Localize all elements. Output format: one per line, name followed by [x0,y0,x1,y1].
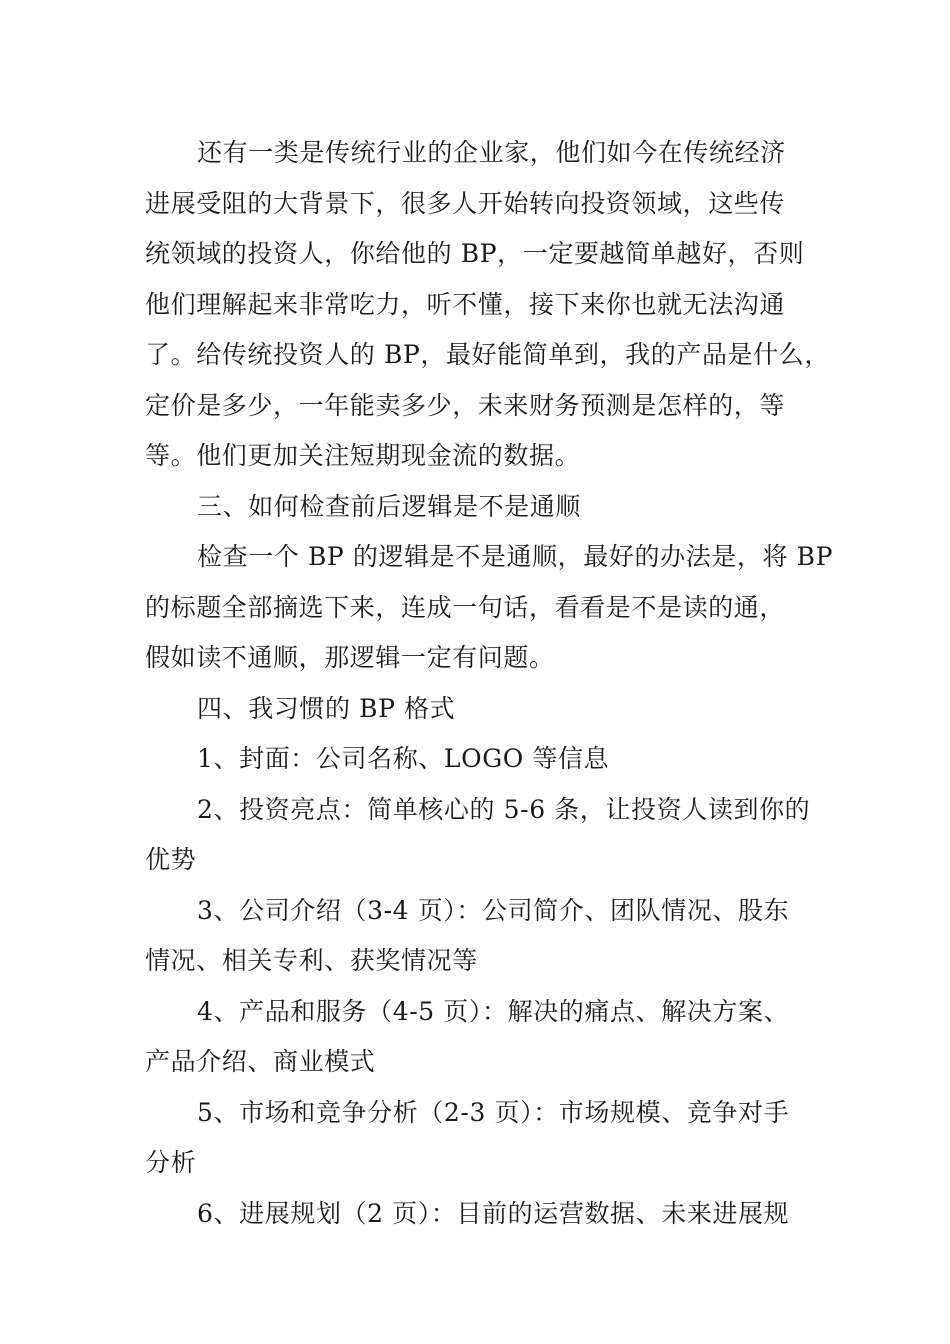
section-heading: 四、我习惯的 BP 格式 [197,693,456,723]
paragraph-line: 检查一个 BP 的逻辑是不是通顺，最好的办法是，将 BP [197,542,834,571]
list-item-continuation: 产品介绍、商业模式 [145,1047,376,1076]
section-heading: 三、如何检查前后逻辑是不是通顺 [197,491,582,521]
paragraph-line: 定价是多少，一年能卖多少，未来财务预测是怎样的，等 [145,390,786,420]
list-item: 5、市场和竞争分析（2-3 页）：市场规模、竞争对手 [197,1097,790,1127]
list-item: 1、封面：公司名称、LOGO 等信息 [197,744,610,773]
paragraph-line: 等。他们更加关注短期现金流的数据。 [145,441,581,470]
paragraph-line: 假如读不通顺，那逻辑一定有问题。 [145,643,555,672]
list-item-continuation: 优势 [145,845,197,874]
list-item: 4、产品和服务（4-5 页）：解决的痛点、解决方案、 [197,996,790,1026]
document-body [145,128,834,1239]
paragraph-line: 统领域的投资人，你给他的 BP，一定要越简单越好，否则 [145,239,805,268]
paragraph-line: 他们理解起来非常吃力，听不懂，接下来你也就无法沟通 [145,289,786,319]
list-item: 2、投资亮点：简单核心的 5-6 条，让投资人读到你的 [197,794,811,824]
list-item: 6、进展规划（2 页）：目前的运营数据、未来进展规 [197,1198,790,1228]
list-item-continuation: 情况、相关专利、获奖情况等 [145,946,478,975]
list-item-continuation: 分析 [145,1148,197,1177]
list-item: 3、公司介绍（3-4 页）：公司简介、团队情况、股东 [197,895,790,925]
paragraph-line: 进展受阻的大背景下，很多人开始转向投资领域，这些传 [145,188,786,218]
paragraph-line: 还有一类是传统行业的企业家，他们如今在传统经济 [197,138,786,167]
paragraph-line: 了。给传统投资人的 BP，最好能简单到，我的产品是什么， [145,340,830,369]
paragraph-line: 的标题全部摘选下来，连成一句话，看看是不是读的通， [145,592,786,622]
